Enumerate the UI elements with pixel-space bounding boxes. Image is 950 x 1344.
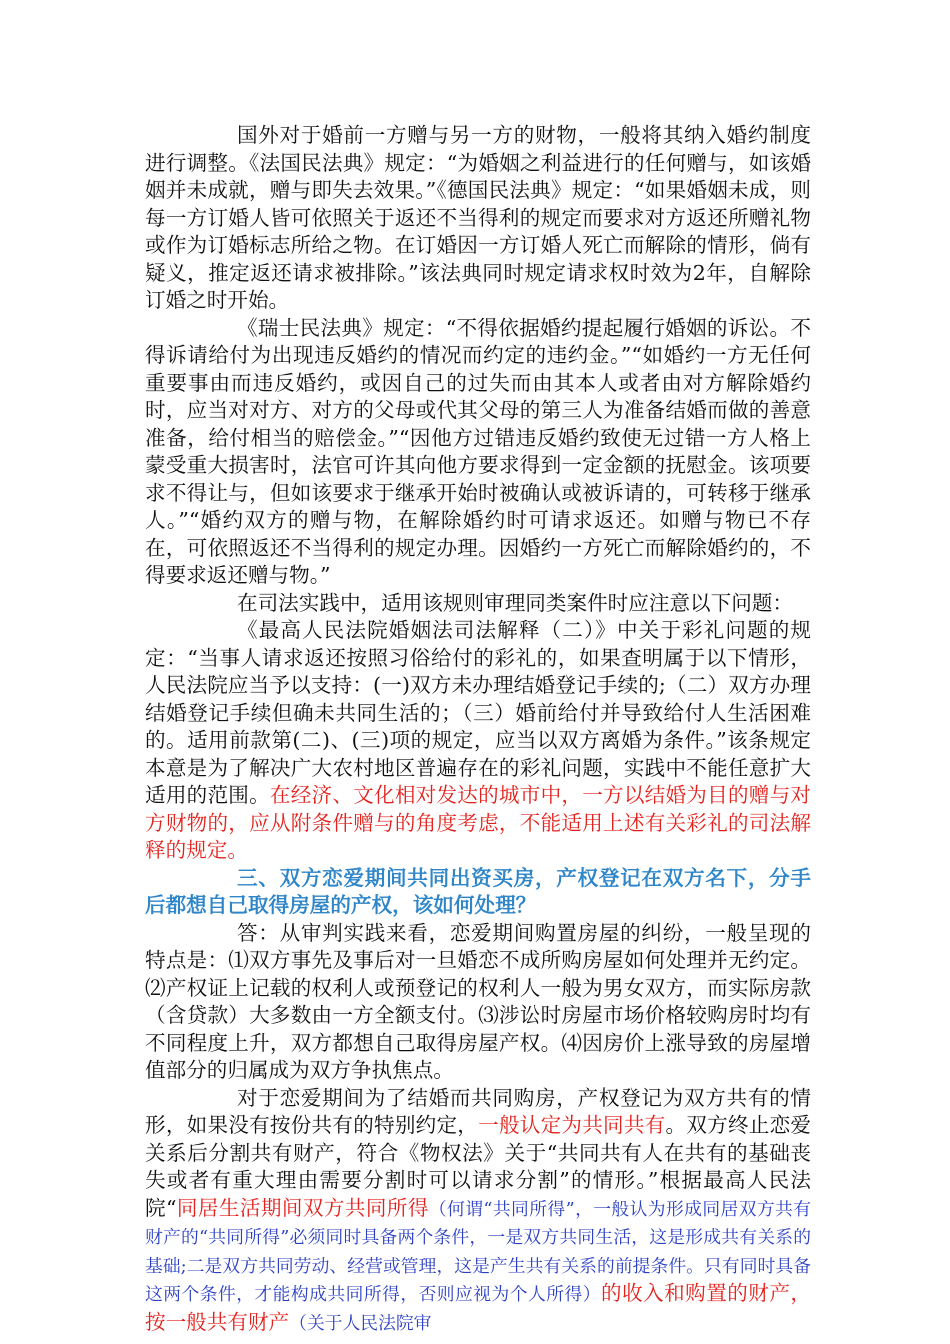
paragraph-answer: 答：从审判实践来看，恋爱期间购置房屋的纠纷，一般呈现的特点是：⑴双方事先及事后对一旦婚恋不成所购房屋如何处理并无约定。⑵产权证上记载的权利人或预登记的权利人一般为男女双方，而实际房款（含贷款）大多数由一方全额支付。⑶涉讼时房屋市场价格较购房时均有不同程度上升，双方都想自己取得房屋产权。⑷因房价上涨导致的房屋增值部分的归属成为双方争执焦点。 bbox=[145, 920, 811, 1082]
paragraph-co-ownership bbox=[145, 1085, 811, 1338]
note-court-trailing: （关于人民法院审 bbox=[289, 1312, 432, 1334]
document-body bbox=[145, 122, 811, 1337]
paragraph-foreign-law: 国外对于婚前一方赠与另一方的财物，一般将其纳入婚约制度进行调整。《法国民法典》规定：“为婚姻之利益进行的任何赠与，如该婚姻并未成就，赠与即失去效果。”《德国民法典》规定：“如果婚姻未成，则每一方订婚人皆可依照关于返还不当得利的规定而要求对方返还所赠礼物或作为订婚标志所给之物。在订婚因一方订婚人死亡而解除的情形，倘有疑义，推定返还请求被排除。”该法典同时规定请求权时效为2年，自解除订婚之时开始。 bbox=[145, 123, 811, 312]
paragraph-swiss-civil-code: 《瑞士民法典》规定：“不得依据婚约提起履行婚姻的诉讼。不得诉请给付为出现违反婚约的情况而约定的违约金。”“如婚约一方无任何重要事由而违反婚约，或因自己的过失而由其本人或者由对方解除婚约时，应当对对方、对方的父母或代其父母的第三人为准备结婚而做的善意准备，给付相当的赔偿金。”“因他方过错违反婚约致使无过错一方人格上蒙受重大损害时，法官可许其向他方要求得到一定金额的抚慰金。该项要求不得让与，但如该要求于继承开始时被确认或被诉请的，可转移于继承人。”“婚约双方的赠与物，在解除婚约时可请求返还。如赠与物已不存在，可依照返还不当得利的规定办理。因婚约一方死亡而解除婚约的，不得要求返还赠与物。” bbox=[145, 315, 811, 587]
bride-price-highlight: 在经济、文化相对发达的城市中，一方以结婚为目的赠与对方财物的，应从附条件赠与的角度考虑，不能适用上述有关彩礼的司法解释的规定。 bbox=[145, 783, 812, 862]
co-ownership-text-b: 。双方终止恋爱关系后分割共有财产，符合《物权法》关于“共同共有人在共有的基础丧失或者有重大理由需要分割时可以请求分割”的情形。”根据最高人民法院“ bbox=[145, 1113, 812, 1220]
highlight-general-property: 的收入和购置的财产，按一般共有财产 bbox=[145, 1281, 811, 1334]
co-ownership-text-a: 对于恋爱期间为了结婚而共同购房，产权登记为双方共有的情形，如果没有按份共有的特别约定， bbox=[145, 1085, 811, 1137]
paragraph-judicial-practice: 在司法实践中，适用该规则审理同类案件时应注意以下问题： bbox=[237, 590, 794, 615]
section-heading-3: 三、双方恋爱期间共同出资买房，产权登记在双方名下，分手后都想自己取得房屋的产权，该如何处理？ bbox=[145, 865, 811, 917]
note-common-income: （何谓“共同所得”，一般认为形成同居双方共有财产的“共同所得”必须同时具备两个条件，一是双方共同生活，这是形成共有关系的基础;二是双方共同劳动、经营或管理，这是产生共有关系的前提条件。只有同时具备这两个条件，才能构成共同所得，否则应视为个人所得） bbox=[145, 1198, 812, 1305]
paragraph-bride-price bbox=[145, 617, 811, 865]
highlight-cohabitation-income: 同居生活期间双方共同所得 bbox=[176, 1195, 429, 1220]
bride-price-text: 《最高人民法院婚姻法司法解释（二）》中关于彩礼问题的规定：“当事人请求返还按照习俗给付的彩礼的，如果查明属于以下情形，人民法院应当予以支持：(一)双方未办理结婚登记手续的;（二）双方办理结婚登记手续但确未共同生活的；（三）婚前给付并导致给付人生活困难的。适用前款第(二)、(三)项的规定，应当以双方离婚为条件。”该条规定本意是为了解决广大农村地区普遍存在的彩礼问题，实践中不能任意扩大适用的范围。 bbox=[145, 618, 811, 807]
highlight-joint-ownership: 一般认定为共同共有 bbox=[478, 1113, 666, 1137]
